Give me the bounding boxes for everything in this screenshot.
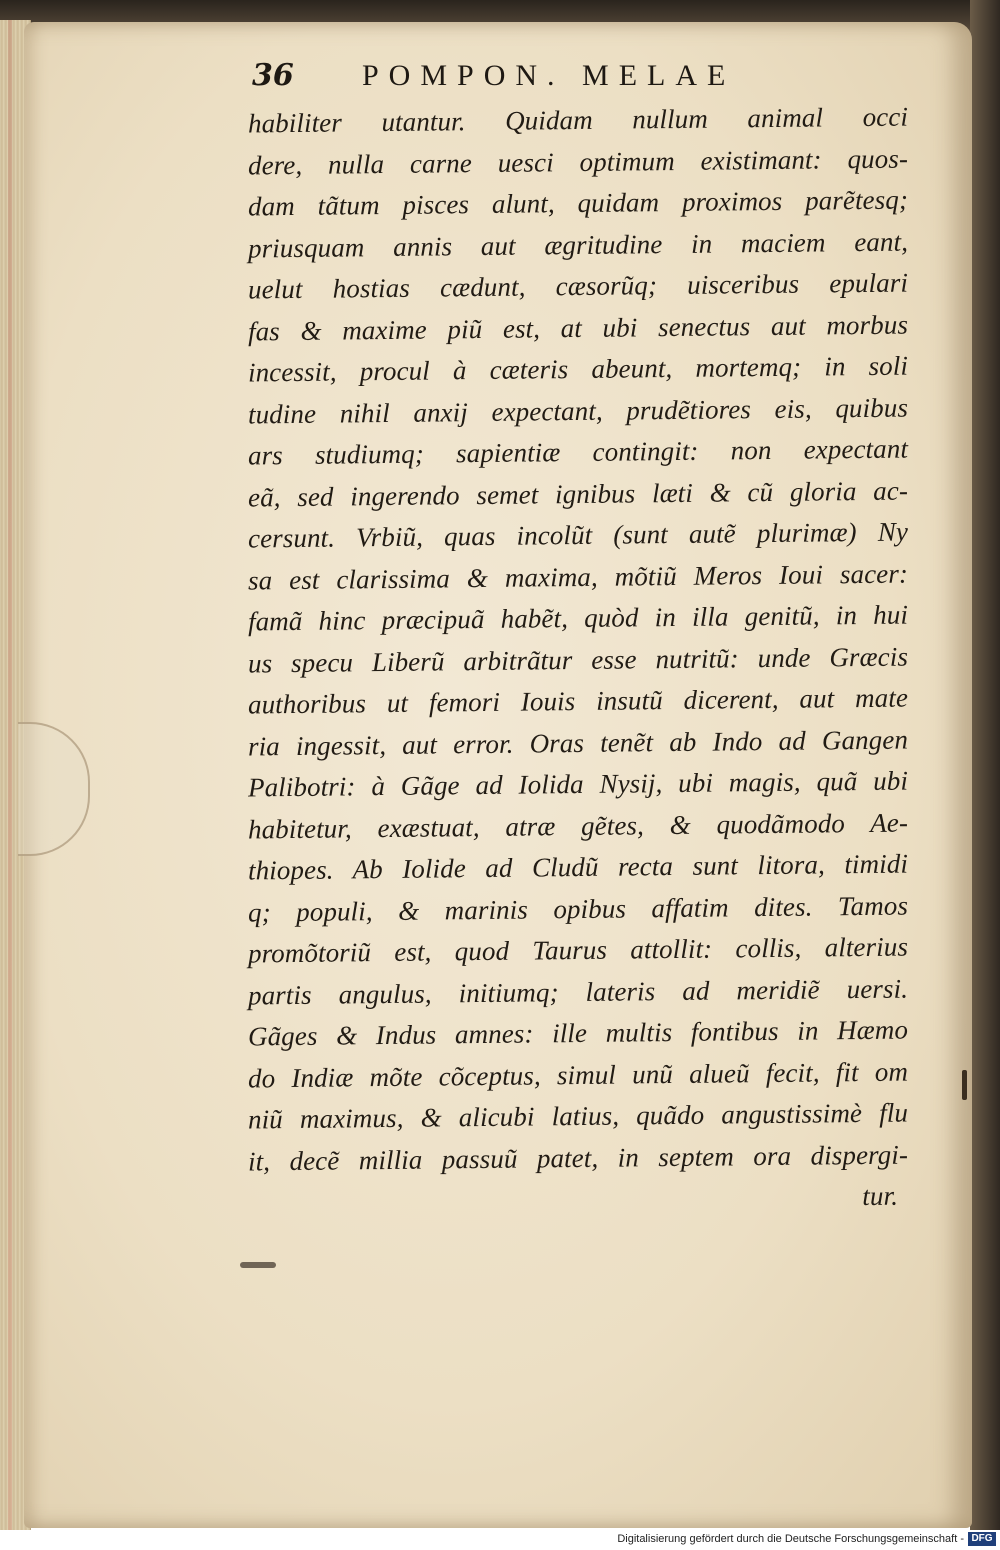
text-line: cersunt. Vrbiũ, quas incolũt (sunt autẽ plurimæ) Ny bbox=[247, 516, 909, 554]
text-line: eã, sed ingerendo semet ignibus læti & cũ gloria ac- bbox=[247, 475, 909, 512]
text-line: sa est clarissima & maxima, mõtiũ Meros Ioui sacer: bbox=[247, 558, 909, 595]
running-title: POMPON. MELAE bbox=[362, 59, 736, 92]
text-line: authoribus ut femori Iouis insutũ dicerent, aut mate bbox=[247, 682, 909, 720]
text-line: dere, nulla carne uesci optimum existimant: quos- bbox=[247, 143, 909, 180]
text-line: habitetur, exæstuat, atræ gẽtes, & quodãmodo Ae- bbox=[247, 807, 909, 844]
text-line: Gãges & Indus amnes: ille multis fontibus in Hæmo bbox=[247, 1014, 909, 1052]
text-line: incessit, procul à cæteris abeunt, mortemq; in soli bbox=[247, 350, 909, 388]
text-line: ars studiumq; sapientiæ contingit: non expectant bbox=[247, 433, 909, 471]
text-line: niũ maximus, & alicubi latius, quãdo angustissimè flu bbox=[247, 1097, 909, 1135]
text-line: promõtoriũ est, quod Taurus attollit: collis, alterius bbox=[247, 931, 909, 969]
ink-smudge bbox=[240, 1262, 276, 1268]
text-line: it, decẽ millia passuũ patet, in septem ora dispergi- bbox=[247, 1139, 909, 1176]
text-line: q; populi, & marinis opibus affatim dites. Tamos bbox=[247, 890, 909, 927]
text-line: tur. bbox=[862, 1180, 899, 1212]
page-clip bbox=[18, 722, 90, 856]
text-line: do Indiæ mõte cõceptus, simul unũ alueũ fecit, fit om bbox=[247, 1056, 909, 1093]
running-head bbox=[252, 58, 812, 98]
text-line: Palibotri: à Gãge ad Iolida Nysij, ubi magis, quã ubi bbox=[247, 765, 909, 803]
text-line: fas & maxime piũ est, at ubi senectus aut morbus bbox=[247, 309, 909, 346]
text-line: famã hinc præcipuã habẽt, quòd in illa genitũ, in hui bbox=[247, 599, 909, 637]
dfg-logo: DFG bbox=[968, 1532, 996, 1546]
page-mark bbox=[962, 1070, 967, 1100]
text-line: partis angulus, initiumq; lateris ad meridiẽ uersi. bbox=[247, 973, 909, 1010]
text-line: habiliter utantur. Quidam nullum animal occi bbox=[247, 101, 909, 139]
text-line: uelut hostias cædunt, cæsorũq; uisceribus epulari bbox=[247, 267, 909, 305]
body-text bbox=[248, 100, 908, 1221]
text-line: us specu Liberũ arbitrãtur esse nutritũ: unde Græcis bbox=[247, 641, 909, 678]
scan-backdrop-right bbox=[970, 0, 1000, 1530]
text-line: priusquam annis aut ægritudine in maciem eant, bbox=[247, 226, 909, 263]
text-line: tudine nihil anxij expectant, prudẽtiores eis, quibus bbox=[247, 392, 909, 429]
text-line: dam tãtum pisces alunt, quidam proximos parẽtesq; bbox=[247, 184, 909, 222]
text-line: thiopes. Ab Iolide ad Cludũ recta sunt litora, timidi bbox=[247, 848, 909, 886]
page-number: 36 bbox=[252, 58, 294, 93]
funding-credit: Digitalisierung gefördert durch die Deutsche Forschungsgemeinschaft - bbox=[617, 1533, 964, 1545]
text-line: ria ingessit, aut error. Oras tenẽt ab Indo ad Gangen bbox=[247, 724, 909, 761]
